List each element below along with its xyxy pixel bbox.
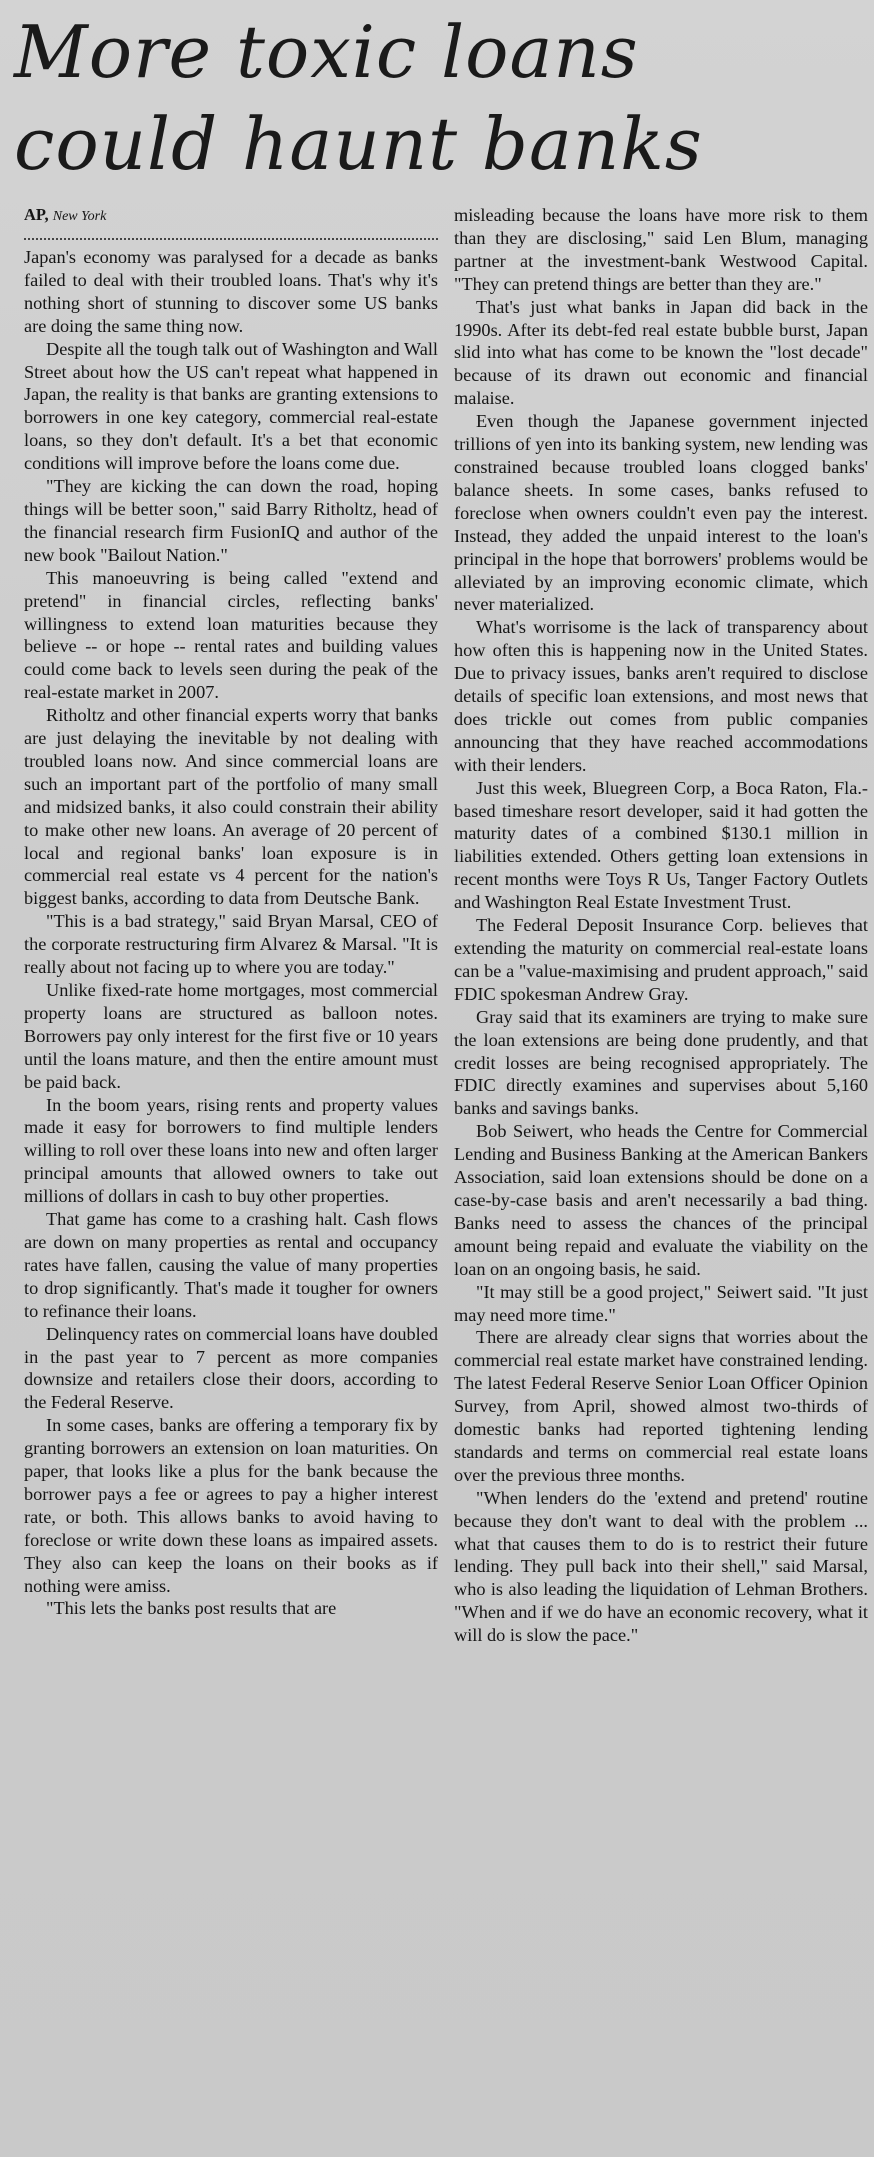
paragraph: Delinquency rates on commercial loans have doubled in the past year to 7 percent as more companies downsize and retailers close their doors, according to the Federal Reserve.: [24, 1323, 438, 1413]
byline-divider: [24, 238, 438, 240]
paragraph: In the boom years, rising rents and property values made it easy for borrowers to find multiple lenders willing to roll over these loans into new and often larger principal amounts that allowed owners to take out millions of dollars in cash to buy other properties.: [24, 1094, 438, 1207]
paragraph: Unlike fixed-rate home mortgages, most commercial property loans are structured as balloon notes. Borrowers pay only interest for the first five or 10 years until the loans mature, and then the entire amount must be paid back.: [24, 980, 438, 1092]
paragraph: "This lets the banks post results that are: [46, 1598, 337, 1619]
paragraph: The Federal Deposit Insurance Corp. believes that extending the maturity on commercial real-estate loans can be a "value-maximising and prudent approach," said FDIC spokesman Andrew Gray.: [454, 915, 868, 1004]
paragraph: "They are kicking the can down the road, hoping things will be better soon," said Barry Ritholtz, head of the financial research firm FusionIQ and author of the new book "Bailout Nation.": [24, 476, 438, 565]
paragraph: "When lenders do the 'extend and pretend' routine because they don't want to deal with the problem ... what that causes them to do is to restrict their future lending. They pull back into their shell," said Marsal, who is also leading the liquidation of Lehman Brothers. "When and if we do have an economic recovery, what it will do is slow the pace.": [454, 1487, 868, 1646]
paragraph: That game has come to a crashing halt. Cash flows are down on many properties as rental and occupancy rates have fallen, causing the value of many properties to drop significantly. That's made it tougher for owners to refinance their loans.: [24, 1209, 438, 1321]
paragraph: In some cases, banks are offering a temporary fix by granting borrowers an extension on loan maturities. On paper, that looks like a plus for the bank because the borrower pays a fee or agrees to pay a higher interest rate, or both. This allows banks to avoid having to foreclose or write down these loans as impaired assets. They also can keep the loans on their books as if nothing were amiss.: [24, 1415, 438, 1596]
paragraph: Just this week, Bluegreen Corp, a Boca Raton, Fla.-based timeshare resort developer, said it had gotten the maturity dates of a combined $130.1 million in liabilities extended. Others getting loan extensions in recent months were Toys R Us, Tanger Factory Outlets and Washington Real Estate Investment Trust.: [454, 777, 868, 913]
paragraph: Ritholtz and other financial experts worry that banks are just delaying the inevitable by not dealing with troubled loans now. And since commercial loans are such an important part of the portfolio of many small and midsized banks, it also could constrain their ability to make other new loans. An average of 20 percent of local and regional banks' loan exposure is in commercial real estate vs 4 percent for the nation's biggest banks, according to data from Deutsche Bank.: [24, 705, 438, 909]
paragraph: Japan's economy was paralysed for a decade as banks failed to deal with their troubled loans. That's why it's nothing short of stunning to discover some US banks are doing the same thing now.: [24, 247, 438, 336]
paragraph: What's worrisome is the lack of transparency about how often this is happening now in the United States. Due to privacy issues, banks aren't required to disclose details of specific loan extensions, and most news that does trickle out comes from public companies announcing that they have reached accommodations with their lenders.: [454, 617, 868, 775]
paragraph: misleading because the loans have more risk to them than they are disclosing," said Len Blum, managing partner at the investment-bank Westwood Capital. "They can pretend things are better than they are.": [454, 205, 868, 294]
paragraph: "This is a bad strategy," said Bryan Marsal, CEO of the corporate restructuring firm Alvarez & Marsal. "It is really about not facing up to where you are today.": [24, 911, 438, 978]
byline: [24, 204, 438, 228]
paragraph: Even though the Japanese government injected trillions of yen into its banking system, new lending was constrained because troubled loans clogged banks' balance sheets. In some cases, banks refused to foreclose when owners couldn't even pay the interest. Instead, they added the unpaid interest to the loan's principal in the hope that borrowers' problems would be alleviated by an improving economic climate, which never materialized.: [454, 411, 868, 615]
paragraph: This manoeuvring is being called "extend and pretend" in financial circles, reflecting banks' willingness to extend loan maturities because they believe -- or hope -- rental rates and building values could come back to levels seen during the peak of the real-estate market in 2007.: [24, 567, 438, 703]
paragraph: There are already clear signs that worries about the commercial real estate market have constrained lending. The latest Federal Reserve Senior Loan Officer Opinion Survey, from April, showed almost two-thirds of domestic banks had reported tightening lending standards and terms on commercial real estate loans over the previous three months.: [454, 1327, 868, 1485]
paragraph: "It may still be a good project," Seiwert said. "It just may need more time.": [454, 1281, 868, 1325]
headline: More toxic loans could haunt banks: [14, 10, 703, 186]
byline-agency: AP,: [24, 205, 49, 224]
paragraph: Bob Seiwert, who heads the Centre for Commercial Lending and Business Banking at the American Bankers Association, said loan extensions should be done on a case-by-case basis and aren't necessarily a bad thing. Banks need to assess the chances of the principal amount being repaid and evaluate the viability on the loan on an ongoing basis, he said.: [454, 1121, 868, 1279]
paragraph: That's just what banks in Japan did back in the 1990s. After its debt-fed real estate bubble burst, Japan slid into what has come to be known the "lost decade" because of its drawn out economic and financial malaise.: [454, 296, 868, 409]
article-column-2: [454, 204, 868, 1647]
paragraph: Gray said that its examiners are trying to make sure the loan extensions are being done prudently, and that credit losses are being recognised appropriately. The FDIC directly examines and supervises about 5,160 banks and savings banks.: [454, 1006, 868, 1119]
article-column-1: [24, 204, 438, 1620]
byline-place: New York: [52, 209, 107, 224]
paragraph: Despite all the tough talk out of Washington and Wall Street about how the US can't repeat what happened in Japan, the reality is that banks are granting extensions to borrowers in one key category, commercial real-estate loans, so they don't default. It's a bet that economic conditions will improve before the loans come due.: [24, 338, 438, 474]
